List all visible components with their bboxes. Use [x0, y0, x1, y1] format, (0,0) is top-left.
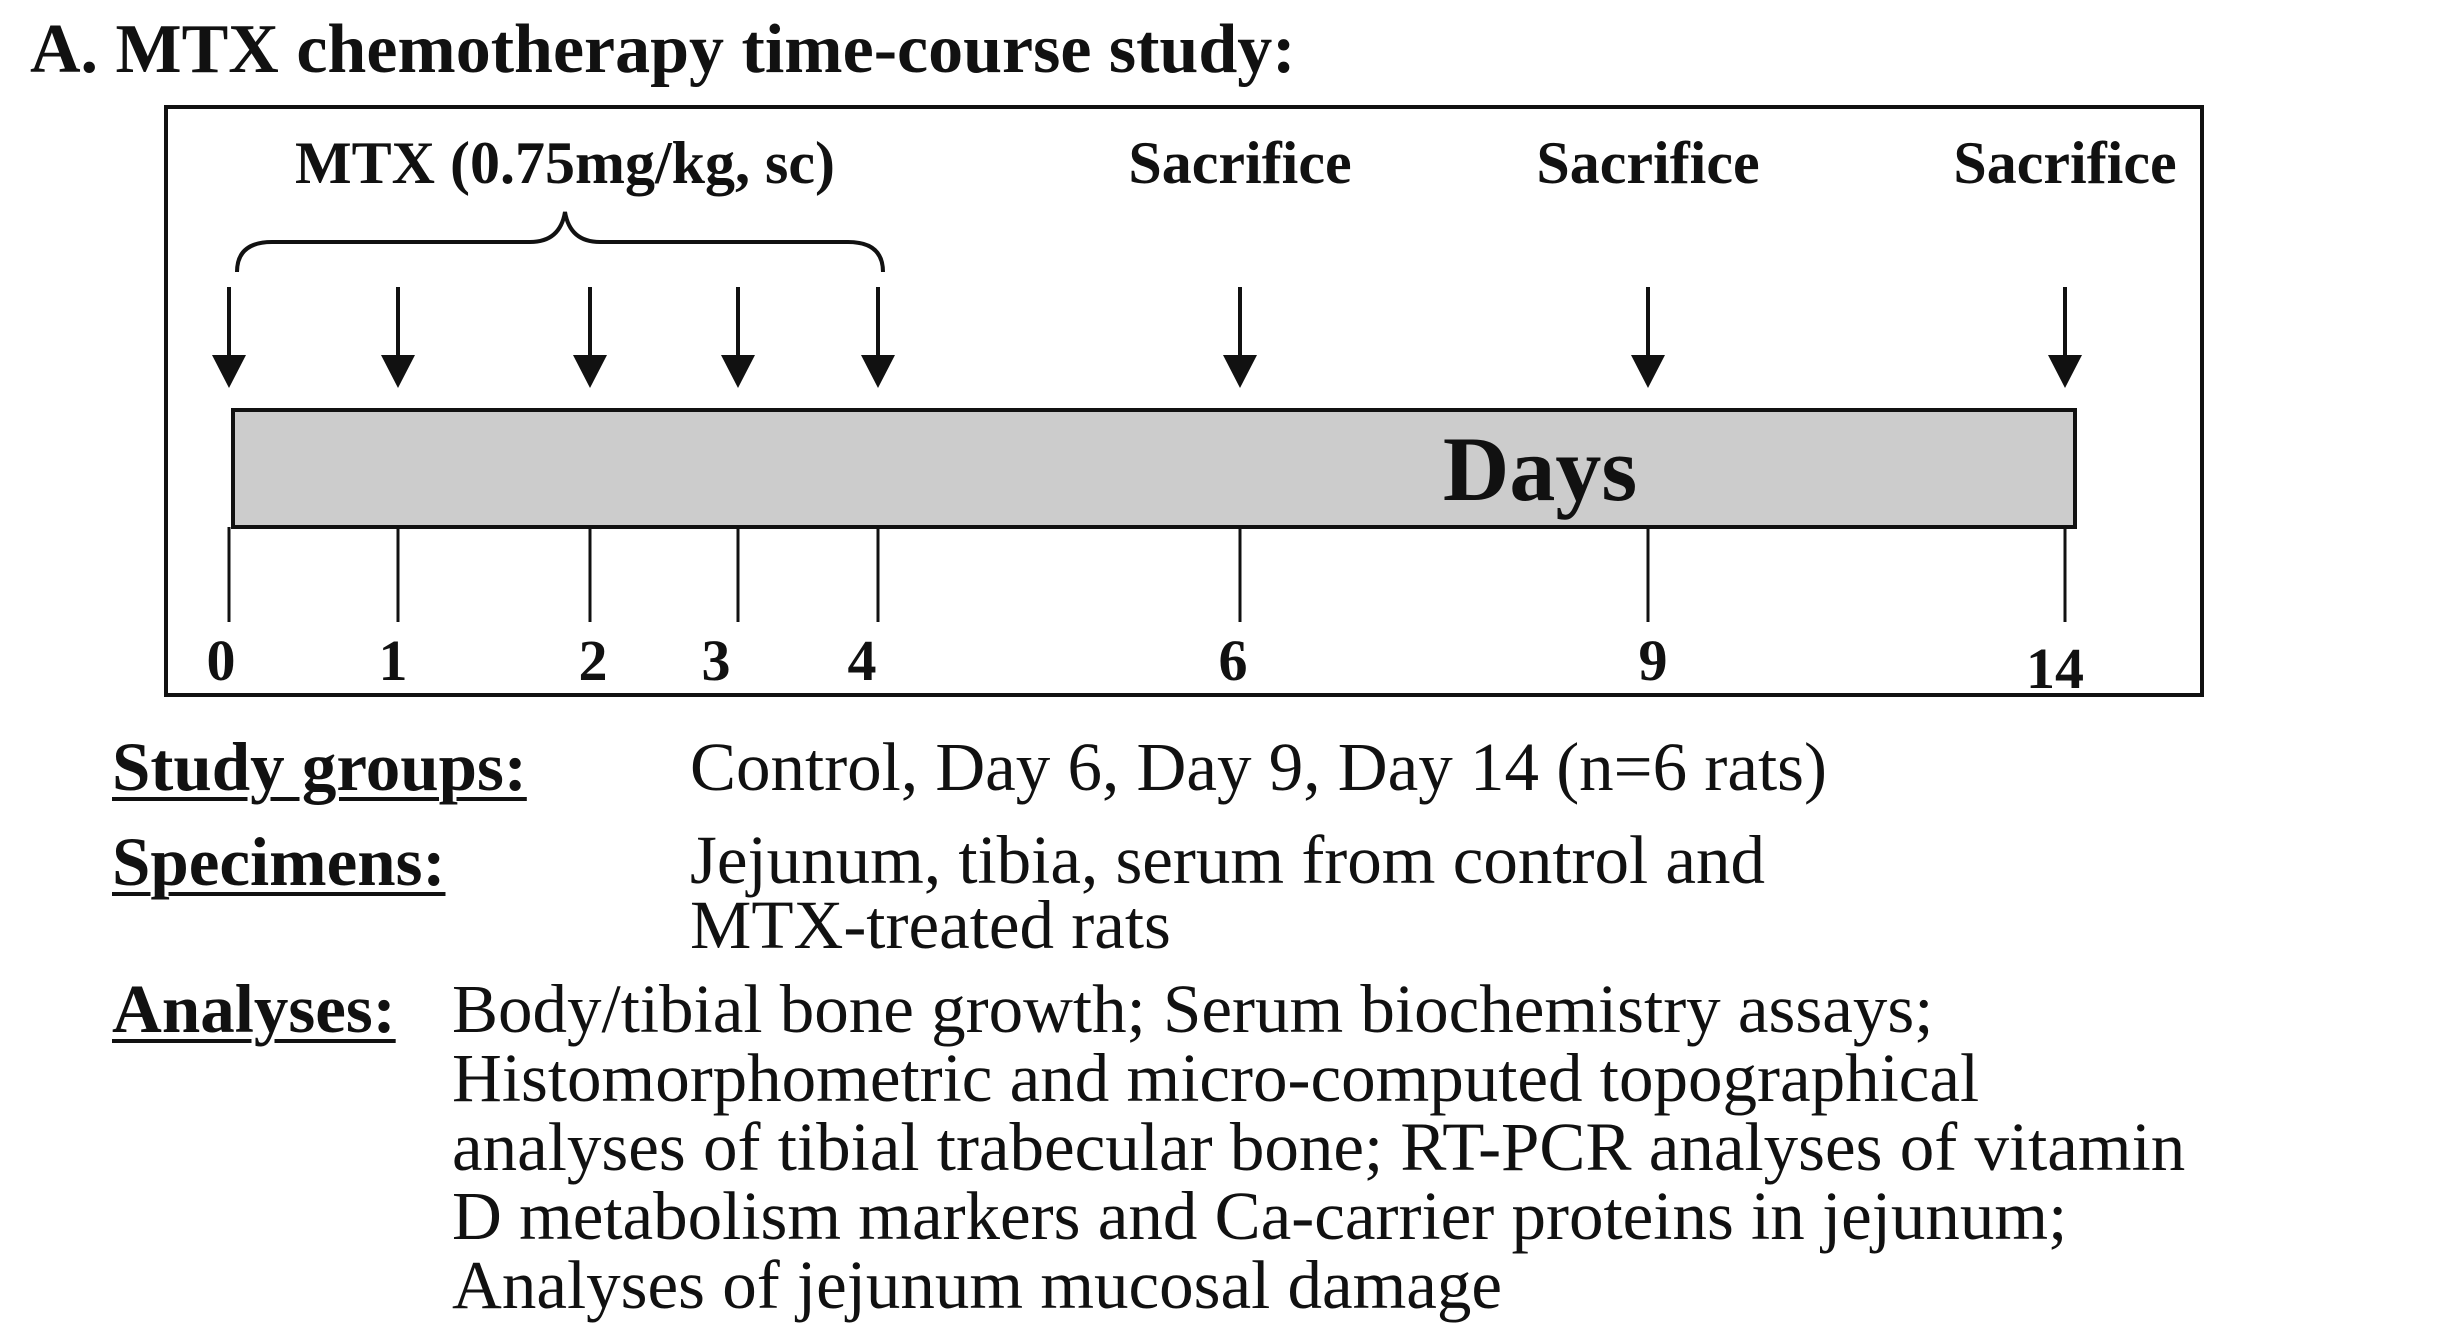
- tick-label-day-3: 3: [701, 628, 731, 693]
- tick-label-day-4: 4: [847, 628, 877, 693]
- study-groups-label: Study groups:: [112, 729, 527, 805]
- sacrifice-label-day-9: Sacrifice: [1536, 130, 1760, 196]
- dose-arrow-day-4: [861, 287, 895, 388]
- sacrifice-label-day-14: Sacrifice: [1953, 130, 2177, 196]
- specimens-label: Specimens:: [112, 824, 446, 900]
- mtx-dose-label: MTX (0.75mg/kg, sc): [295, 130, 835, 196]
- specimens-value: [690, 822, 1766, 963]
- dose-arrow-day-2: [573, 287, 607, 388]
- tick-label-day-6: 6: [1218, 628, 1248, 693]
- tick-label-day-14: 14: [2026, 636, 2084, 701]
- dose-arrow-day-3: [721, 287, 755, 388]
- analyses-line: D metabolism markers and Ca-carrier proteins in jejunum;: [452, 1178, 2068, 1254]
- tick-label-day-0: 0: [206, 628, 236, 693]
- analyses-label: Analyses:: [112, 971, 396, 1047]
- dose-arrow-day-0: [212, 287, 246, 388]
- tick-label-day-9: 9: [1638, 628, 1668, 693]
- analyses-line: analyses of tibial trabecular bone; RT-PCR analyses of vitamin: [452, 1109, 2186, 1185]
- tick-label-day-2: 2: [578, 628, 608, 693]
- specimens-line: Jejunum, tibia, serum from control and: [690, 822, 1766, 898]
- analyses-line: Analyses of jejunum mucosal damage: [452, 1247, 1503, 1323]
- sacrifice-arrow-day-9: [1631, 287, 1665, 388]
- sacrifice-arrow-day-6: [1223, 287, 1257, 388]
- dose-brace: [237, 212, 883, 272]
- analyses-line: Body/tibial bone growth; Serum biochemistry assays;: [452, 971, 1934, 1047]
- days-bar: [233, 410, 2075, 527]
- dose-arrow-day-1: [381, 287, 415, 388]
- study-groups-value: Control, Day 6, Day 9, Day 14 (n=6 rats): [690, 729, 1827, 805]
- sacrifice-label-day-6: Sacrifice: [1128, 130, 1352, 196]
- figure-title: A. MTX chemotherapy time-course study:: [30, 11, 1296, 88]
- tick-label-day-1: 1: [378, 628, 408, 693]
- analyses-value: [452, 971, 2186, 1323]
- sacrifice-arrow-day-14: [2048, 287, 2082, 388]
- analyses-line: Histomorphometric and micro-computed topographical: [452, 1040, 1980, 1116]
- days-bar-label: Days: [1442, 418, 1638, 520]
- specimens-line: MTX-treated rats: [690, 887, 1171, 963]
